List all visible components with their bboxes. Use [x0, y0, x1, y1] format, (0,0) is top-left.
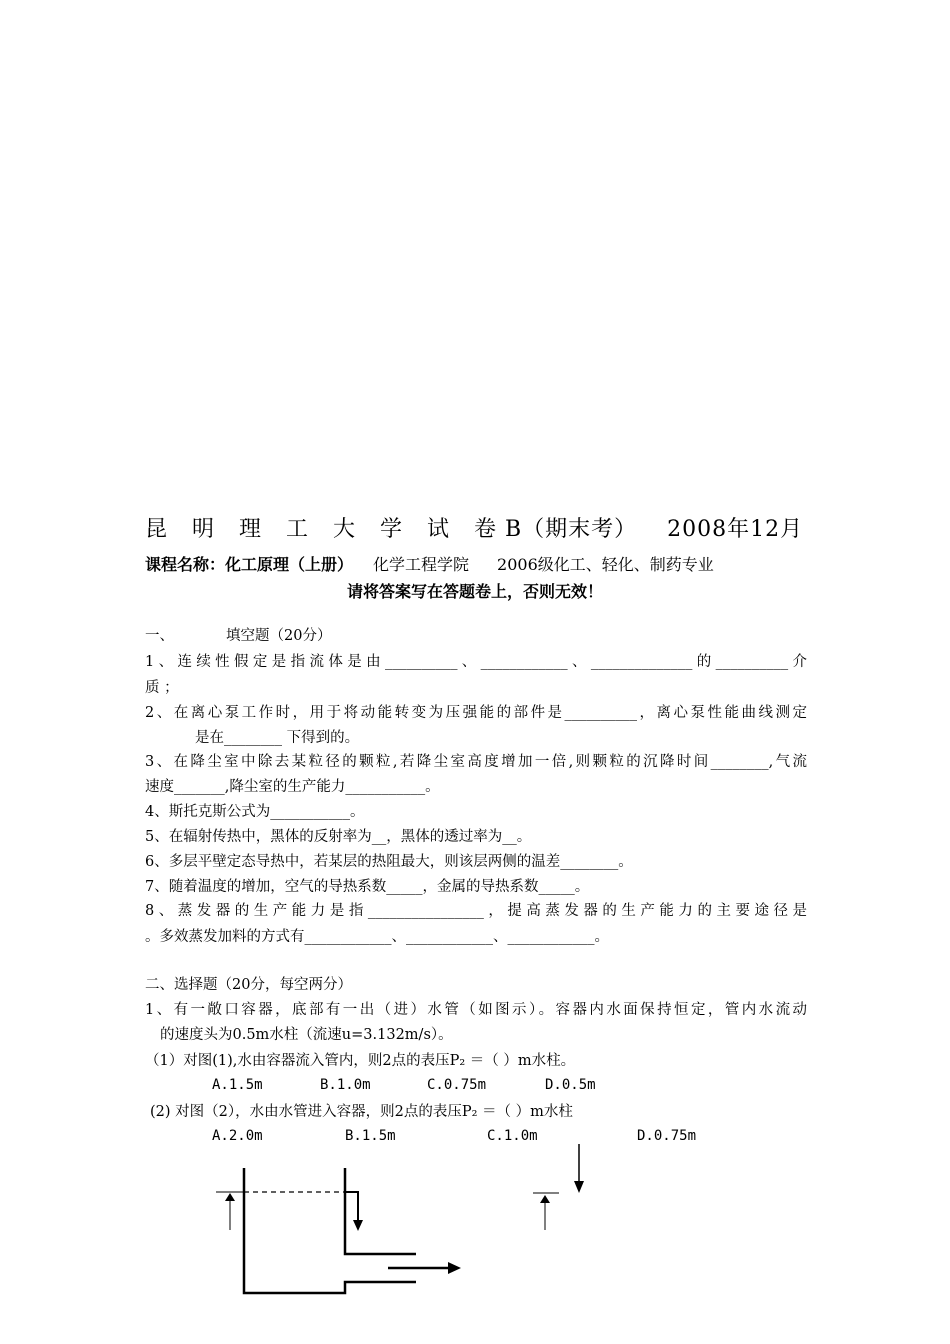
question-2-1-line2: 的速度头为0.5m水柱（流速u=3.132m/s）。: [160, 1027, 453, 1043]
answer-notice: 请将答案写在答题卷上，否则无效！: [346, 582, 603, 601]
container-right-wall-and-pipe-top: [345, 1168, 416, 1254]
major-name: 2006级化工、轻化、制药专业: [497, 555, 714, 574]
question-1-2-line1: 2、在离心泵工作时，用于将动能转变为压强能的部件是__________，离心泵性能曲线测定: [145, 705, 807, 721]
question-1-7: 7、随着温度的增加，空气的导热系数_____，金属的导热系数_____。: [145, 879, 590, 895]
question-2-1-sub2: (2) 对图（2），水由水管进入容器，则2点的表压P₂ ＝（ ）m水柱: [150, 1104, 573, 1120]
title-paper-type: B（期末考）: [504, 517, 638, 542]
section1-number: 一、: [145, 628, 174, 644]
section1-title: 填空题（20分）: [226, 628, 332, 644]
section2-heading: 二、选择题（20分，每空两分）: [145, 977, 352, 993]
question-1-6: 6、多层平壁定态导热中，若某层的热阻最大，则该层两侧的温差________。: [145, 854, 633, 870]
question-1-8-line1: 8、蒸发器的生产能力是指________________，提高蒸发器的生产能力的主要途径是: [145, 903, 807, 919]
question-1-3-line1: 3、在降尘室中除去某粒径的颗粒,若降尘室高度增加一倍,则颗粒的沉降时间________,气流: [145, 754, 807, 770]
question-1-3-line2: 速度_______,降尘室的生产能力___________。: [145, 779, 440, 795]
title-school: 昆 明 理 工 大 学 试 卷: [145, 517, 505, 542]
sub1-option-c: C.0.75m: [427, 1077, 487, 1093]
inflow-arrow-head: [353, 1220, 363, 1231]
inflow-arrow-shaft: [345, 1192, 358, 1222]
question-1-1-line1: 1、连续性假定是指流体是由__________、____________、______________的__________介: [145, 654, 807, 670]
sub2-option-d: D.0.75m: [637, 1128, 697, 1144]
title-date: 2008年12月: [667, 517, 804, 542]
question-2-1-sub1: （1）对图(1),水由容器流入管内，则2点的表压P₂ ＝（ ）m水柱。: [145, 1053, 576, 1069]
sub1-option-d: D.0.5m: [545, 1077, 596, 1093]
question-1-4: 4、斯托克斯公式为___________。: [145, 804, 365, 820]
college-name: 化学工程学院: [373, 555, 470, 574]
sub2-option-c: C.1.0m: [487, 1128, 538, 1144]
sub1-option-b: B.1.0m: [320, 1077, 371, 1093]
sub1-option-a: A.1.5m: [212, 1077, 263, 1093]
sub2-option-b: B.1.5m: [345, 1128, 396, 1144]
container-left-wall-and-bottom: [244, 1168, 416, 1293]
height-arrow-head: [225, 1193, 235, 1201]
outflow-arrow-head: [448, 1262, 461, 1274]
question-1-8-line2: 。多效蒸发加料的方式有____________、____________、____________。: [145, 929, 609, 945]
question-1-2-line2: 是在________ 下得到的。: [195, 730, 360, 746]
question-1-1-line2: 质 ；: [145, 680, 179, 696]
course-name: 课程名称：化工原理（上册）: [145, 555, 354, 574]
figure2-down-arrow-head: [574, 1181, 584, 1193]
sub2-option-a: A.2.0m: [212, 1128, 263, 1144]
question-1-5: 5、在辐射传热中，黑体的反射率为__，黑体的透过率为__。: [145, 829, 532, 845]
figure2-height-arrow-head: [540, 1195, 550, 1203]
question-2-1-line1: 1、有一敞口容器，底部有一出（进）水管（如图示）。容器内水面保持恒定，管内水流动: [145, 1002, 807, 1018]
